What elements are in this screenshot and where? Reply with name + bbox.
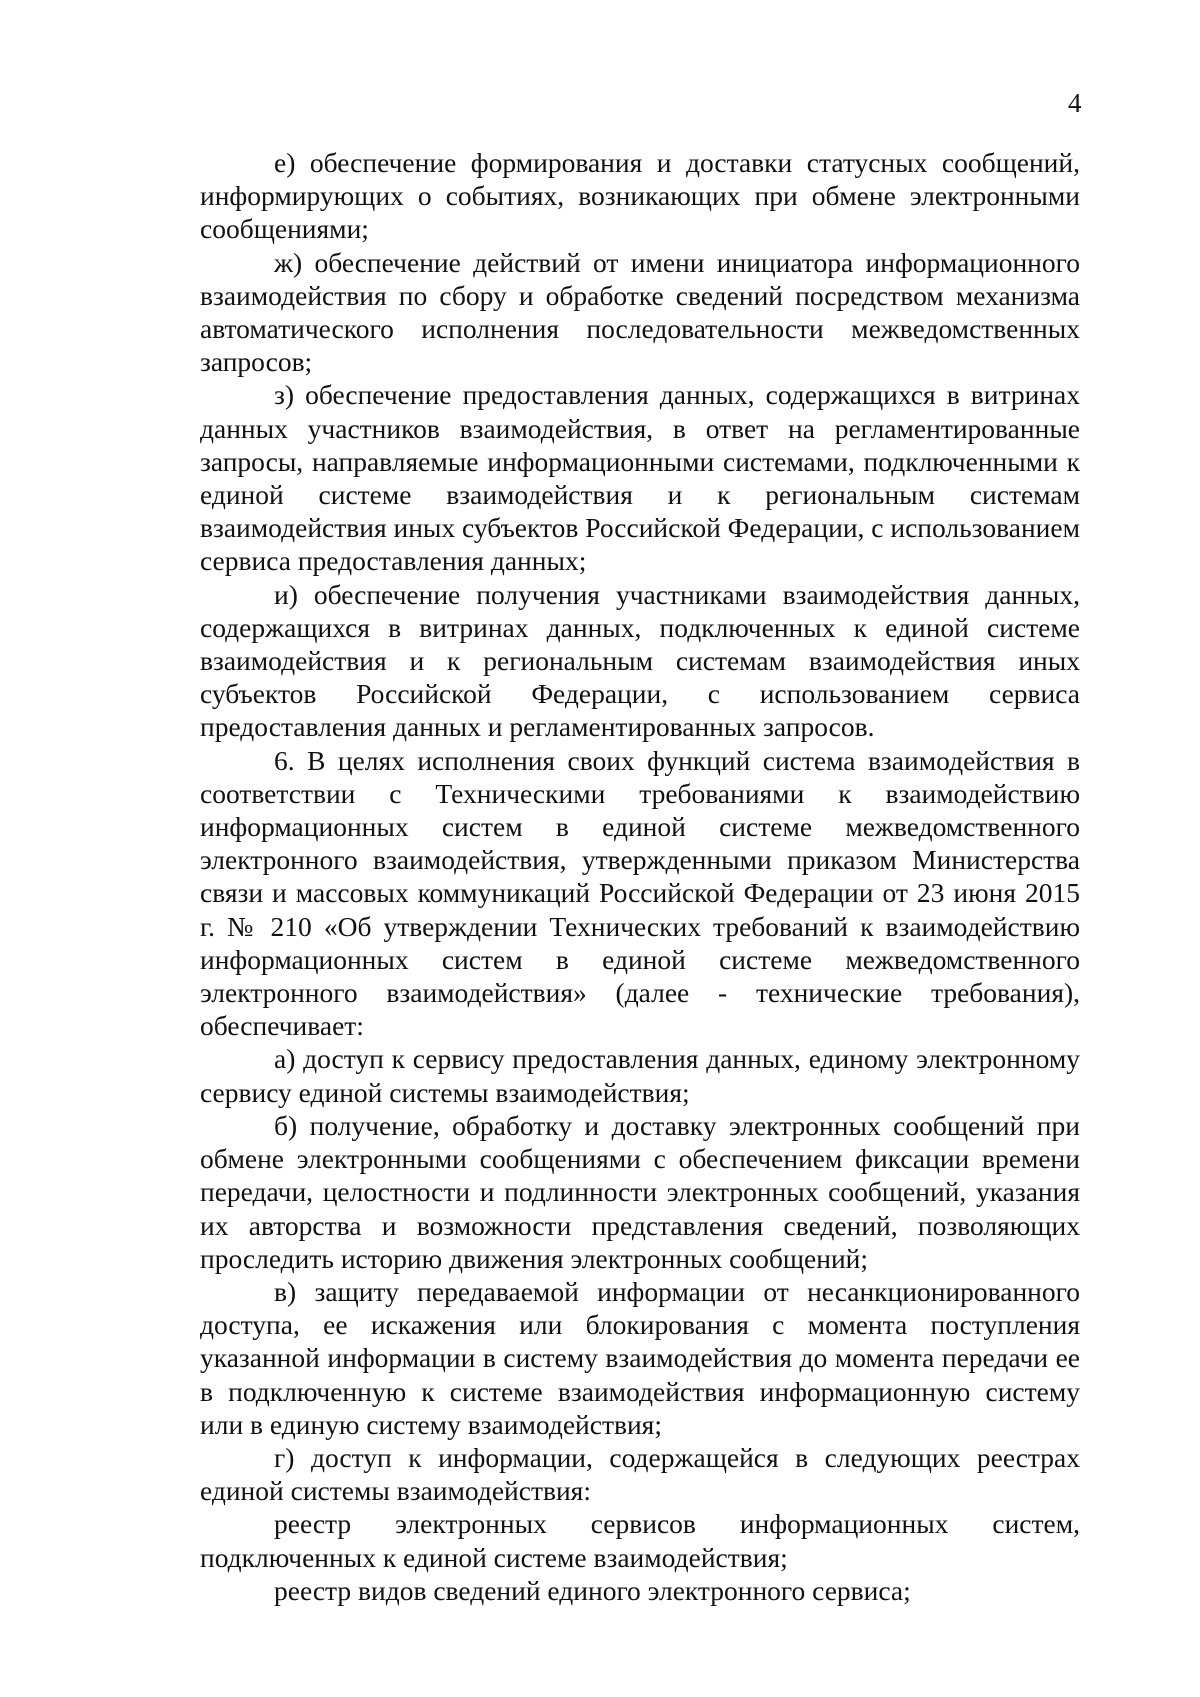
paragraph-z: з) обеспечение предоставления данных, содержащихся в витринах данных участников взаимодействия, в ответ на регламентированные запросы, направляемые информационными системами, подключенными к единой системе взаимодействия и к региональным системам взаимодействия иных субъектов Российской Федерации, с использованием сервиса предоставления данных; <box>200 379 1080 577</box>
document-body <box>200 146 1080 1607</box>
registry-item-info-types: реестр видов сведений единого электронного сервиса; <box>274 1574 911 1606</box>
paragraph-6: 6. В целях исполнения своих функций система взаимодействия в соответствии с Техническими требованиями к взаимодействию информационных систем в единой системе межведомственного электронного взаимодействия, утвержденными приказом Министерства связи и массовых коммуникаций Российской Федерации от 23 июня 2015 г. № 210 «Об утверждении Технических требований к взаимодействию информационных систем в единой системе межведомственного электронного взаимодействия» (далее - технические требования), обеспечивает: <box>200 744 1080 1042</box>
paragraph-v: в) защиту передаваемой информации от несанкционированного доступа, ее искажения или блокирования с момента поступления указанной информации в систему взаимодействия до момента передачи ее в подключенную к системе взаимодействия информационную систему или в единую систему взаимодействия; <box>200 1275 1080 1440</box>
paragraph-b: б) получение, обработку и доставку электронных сообщений при обмене электронными сообщениями с обеспечением фиксации времени передачи, целостности и подлинности электронных сообщений, указания их авторства и возможности представления сведений, позволяющих проследить историю движения электронных сообщений; <box>200 1109 1080 1274</box>
paragraph-zh: ж) обеспечение действий от имени инициатора информационного взаимодействия по сбору и обработке сведений посредством механизма автоматического исполнения последовательности межведомственных запросов; <box>200 246 1080 378</box>
paragraph-g: г) доступ к информации, содержащейся в следующих реестрах единой системы взаимодействия: <box>200 1441 1080 1507</box>
paragraph-a: а) доступ к сервису предоставления данных, единому электронному сервису единой системы взаимодействия; <box>200 1043 1080 1108</box>
registry-item-services: реестр электронных сервисов информационных систем, подключенных к единой системе взаимодействия; <box>200 1508 1080 1573</box>
paragraph-i: и) обеспечение получения участниками взаимодействия данных, содержащихся в витринах данных, подключенных к единой системе взаимодействия и к региональным системам взаимодействия иных субъектов Российской Федерации, с использованием сервиса предоставления данных и регламентированных запросов. <box>200 578 1080 743</box>
paragraph-e: е) обеспечение формирования и доставки статусных сообщений, информирующих о событиях, возникающих при обмене электронными сообщениями; <box>200 147 1080 245</box>
page-number: 4 <box>1068 88 1082 118</box>
